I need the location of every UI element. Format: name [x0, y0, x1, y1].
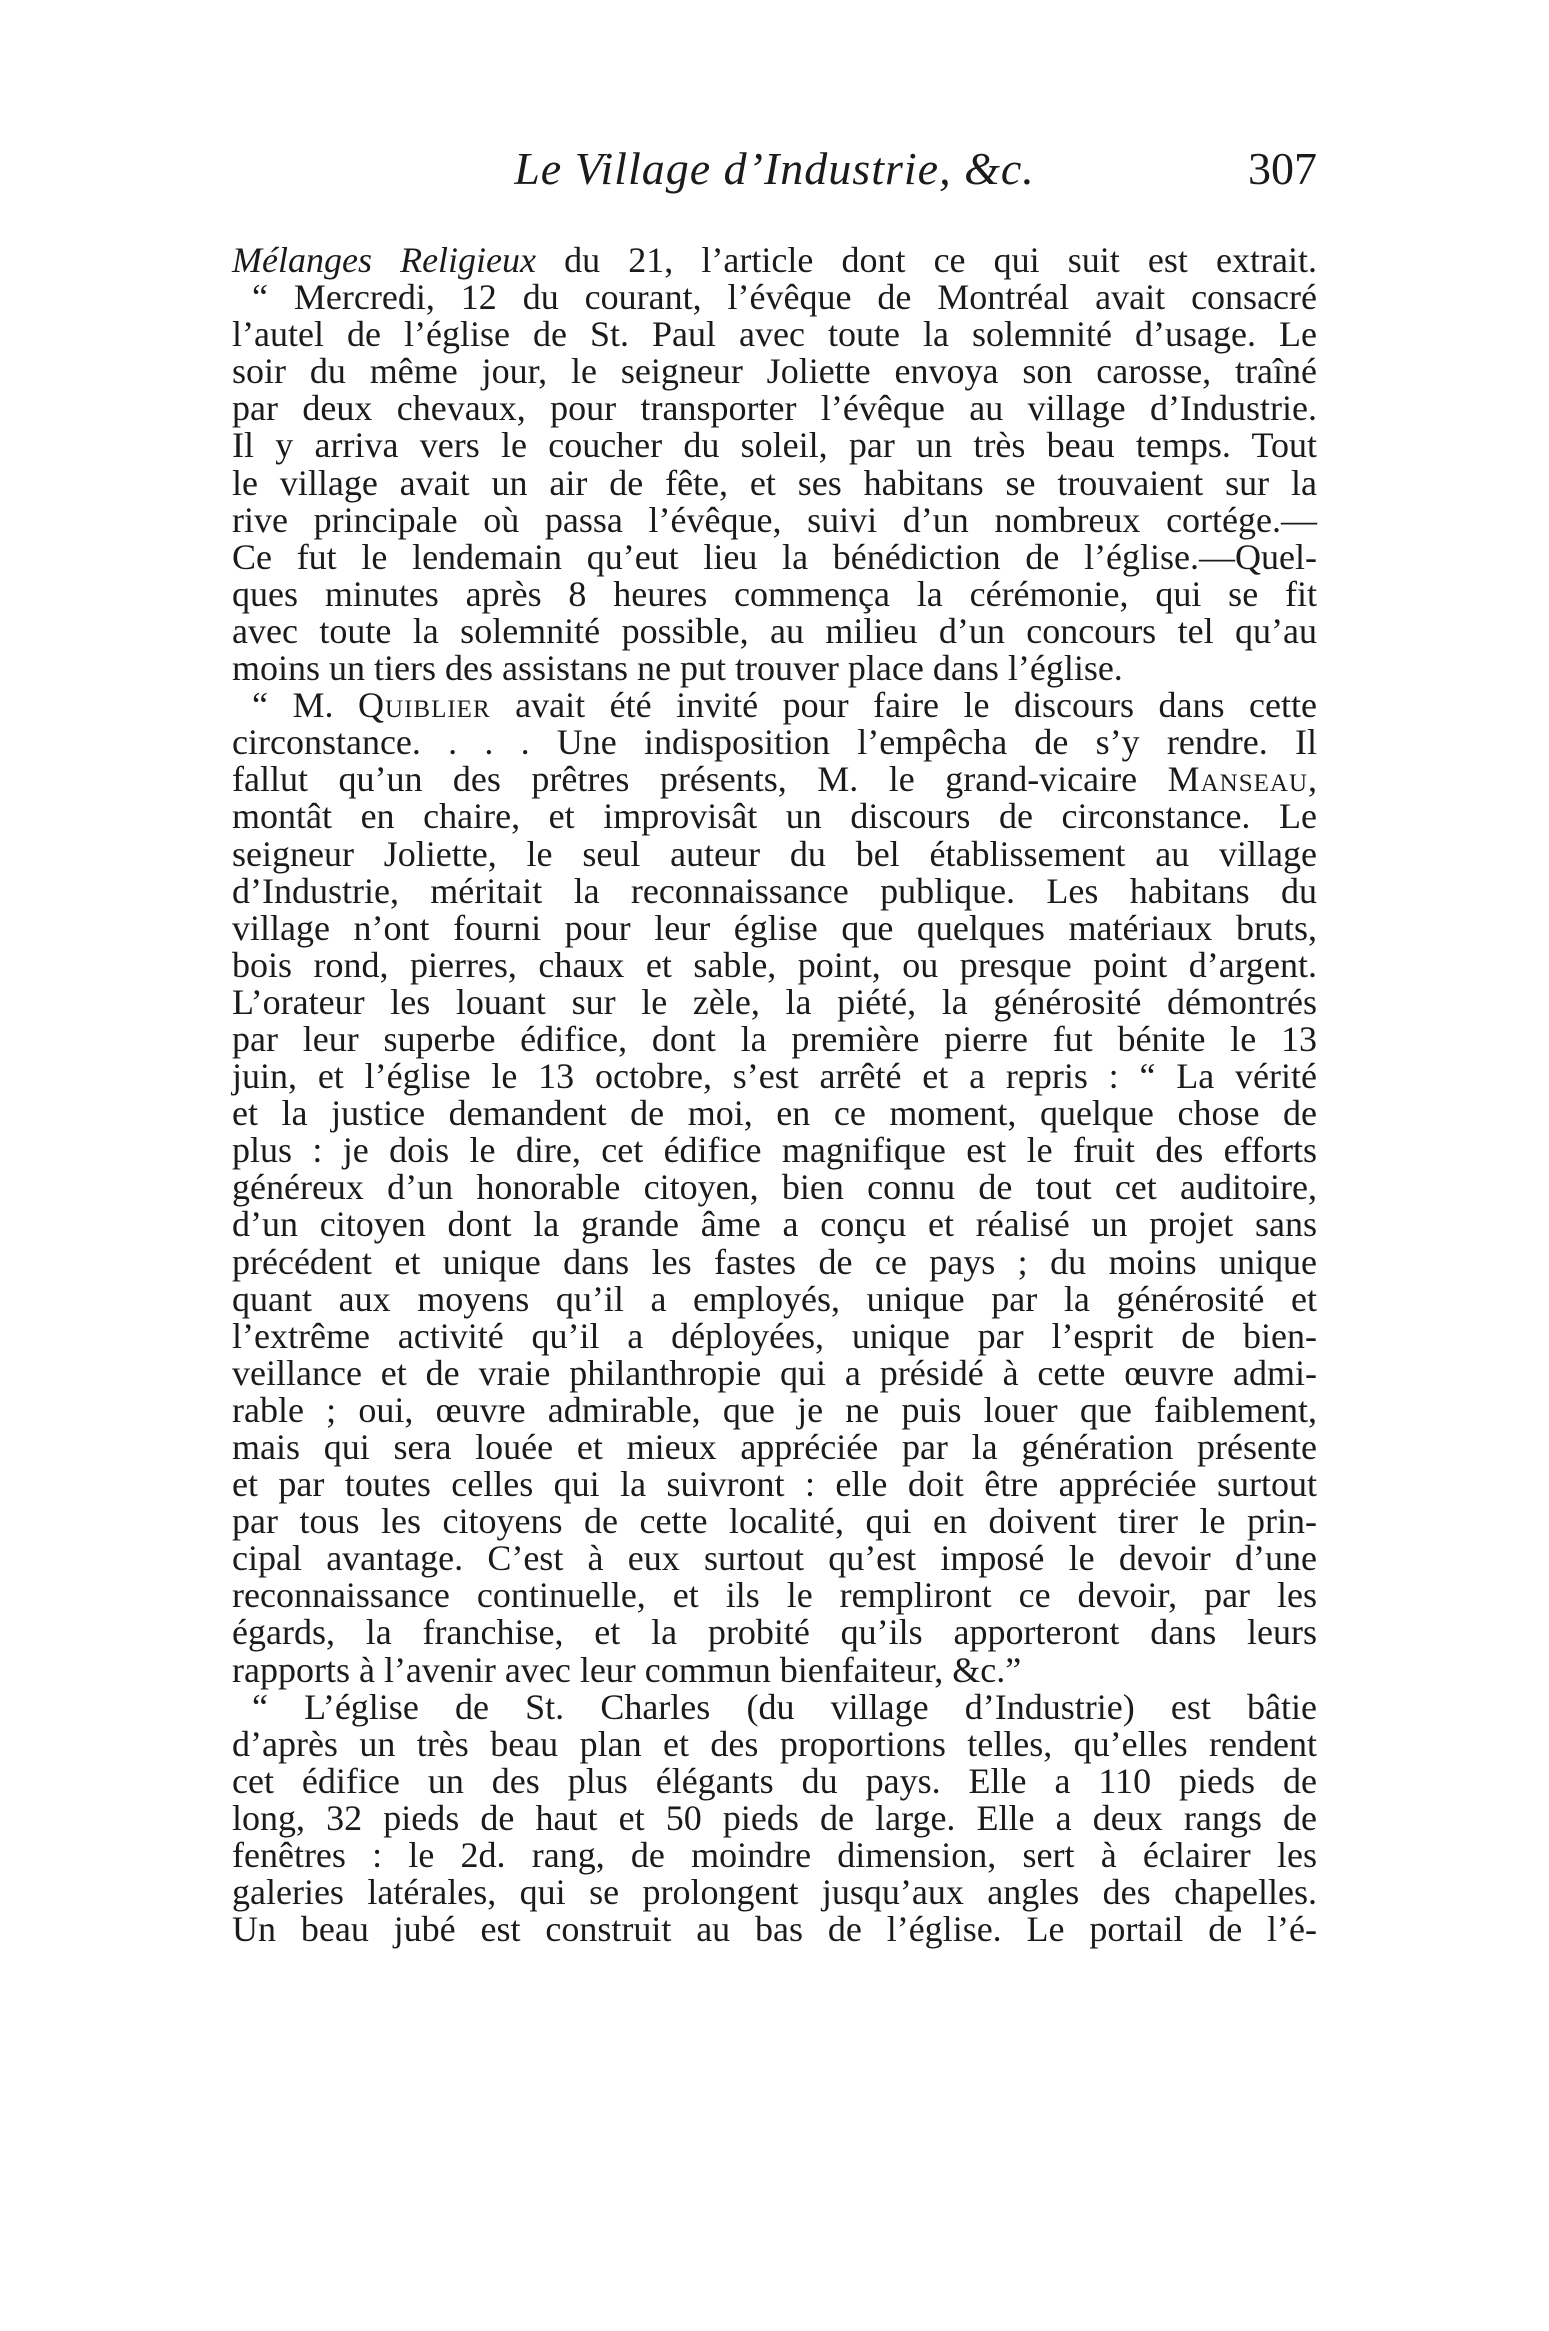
text-run: du 21, l’article dont ce qui suit est extrait.	[536, 240, 1317, 280]
text-line	[232, 242, 1317, 279]
text-line	[232, 462, 1317, 503]
text-line	[232, 687, 1317, 724]
text-run: l’autel de l’église de St. Paul avec toute la solemnité d’usage. Le	[232, 314, 1317, 355]
text-line	[232, 1058, 1317, 1095]
text-run: par tous les citoyens de cette localité, qui en doivent tirer le prin-	[232, 1501, 1317, 1542]
text-line	[232, 944, 1317, 985]
text-line	[232, 1352, 1317, 1393]
text-run: reconnaissance continuelle, et ils le rempliront ce devoir, par les	[232, 1575, 1317, 1616]
text-line	[232, 1389, 1317, 1430]
text-run: “ L’église de St. Charles (du village d’Industrie) est bâtie	[252, 1686, 1317, 1727]
text-line	[232, 724, 1317, 761]
text-line	[232, 573, 1317, 614]
text-line	[232, 981, 1317, 1022]
text-run: ,	[1308, 759, 1317, 800]
text-run: village n’ont fourni pour leur église que quelques matériaux bruts,	[232, 907, 1317, 948]
text-line	[232, 390, 1317, 427]
text-run: bois rond, pierres, chaux et sable, point, ou presque point d’argent.	[232, 944, 1317, 985]
text-line	[232, 536, 1317, 577]
italic-title: Mélanges Religieux	[232, 240, 537, 280]
running-head	[232, 142, 1317, 212]
text-line	[232, 1503, 1317, 1540]
text-run: d’Industrie, méritait la reconnaissance publique. Les habitans du	[232, 870, 1317, 911]
text-run: et la justice demandent de moi, en ce moment, quelque chose de	[232, 1093, 1317, 1134]
text-line	[232, 1686, 1317, 1727]
text-run: Il y arriva vers le coucher du soleil, par un très beau temps. Tout	[232, 425, 1317, 466]
text-run: rable ; oui, œuvre admirable, que je ne puis louer que faiblement,	[232, 1389, 1317, 1430]
body-text	[232, 242, 1317, 1948]
text-line	[232, 427, 1317, 464]
text-run: d’un citoyen dont la grande âme a conçu et réalisé un projet sans	[232, 1204, 1317, 1245]
text-line	[232, 1614, 1317, 1651]
text-line	[232, 1797, 1317, 1838]
text-run: Un beau jubé est construit au bas de l’église. Le portail de l’é-	[232, 1909, 1317, 1950]
text-run: Ce fut le lendemain qu’eut lieu la bénédiction de l’église.—Quel-	[232, 536, 1317, 577]
text-run: montât en chaire, et improvisât un discours de circonstance. Le	[232, 796, 1317, 837]
text-line	[232, 1540, 1317, 1577]
text-line	[232, 907, 1317, 948]
running-title: Le Village d’Industrie, &c.	[514, 143, 1035, 194]
text-run: circonstance. . . . Une indisposition l’empêcha de s’y rendre. Il	[232, 722, 1317, 763]
text-line	[232, 316, 1317, 353]
text-run: quant aux moyens qu’il a employés, unique par la générosité et	[232, 1278, 1317, 1319]
text-line	[232, 1723, 1317, 1764]
page-number: 307	[1248, 143, 1317, 194]
text-run: ques minutes après 8 heures commença la cérémonie, qui se fit	[232, 573, 1317, 614]
text-line	[232, 353, 1317, 390]
text-run: galeries latérales, qui se prolongent jusqu’aux angles des chapelles.	[232, 1872, 1317, 1913]
text-run: seigneur Joliette, le seul auteur du bel établissement au village	[232, 833, 1317, 874]
text-run: égards, la franchise, et la probité qu’ils apporteront dans leurs	[232, 1612, 1317, 1653]
small-caps-name: Manseau	[1167, 759, 1308, 800]
text-run: juin, et l’église le 13 octobre, s’est arrêté et a repris : “ La vérité	[232, 1056, 1317, 1097]
text-run: long, 32 pieds de haut et 50 pieds de large. Elle a deux rangs de	[232, 1797, 1317, 1838]
text-run: rapports à l’avenir avec leur commun bienfaiteur, &c.”	[232, 1649, 1022, 1690]
text-run: l’extrême activité qu’il a déployées, unique par l’esprit de bien-	[232, 1315, 1317, 1356]
text-line	[232, 279, 1317, 316]
text-run: veillance et de vraie philanthropie qui a présidé à cette œuvre admi-	[232, 1352, 1317, 1393]
text-line	[232, 761, 1317, 798]
text-run: plus : je dois le dire, cet édifice magnifique est le fruit des efforts	[232, 1130, 1317, 1171]
text-run: “ Mercredi, 12 du courant, l’évêque de Montréal avait consacré	[252, 277, 1317, 318]
text-run: mais qui sera louée et mieux appréciée par la génération présente	[232, 1427, 1317, 1467]
text-line	[232, 1911, 1317, 1948]
text-line	[232, 1278, 1317, 1319]
text-run: par deux chevaux, pour transporter l’évêque au village d’Industrie.	[232, 388, 1317, 429]
text-line	[232, 650, 1317, 687]
text-run: fenêtres : le 2d. rang, de moindre dimension, sert à éclairer les	[232, 1835, 1317, 1876]
text-line	[232, 798, 1317, 835]
text-line	[232, 1169, 1317, 1206]
text-run: généreux d’un honorable citoyen, bien connu de tout cet auditoire,	[232, 1167, 1317, 1208]
text-run: précédent et unique dans les fastes de ce pays ; du moins unique	[232, 1241, 1317, 1282]
text-run: soir du même jour, le seigneur Joliette envoya son carosse, traîné	[232, 351, 1317, 392]
text-line	[232, 833, 1317, 874]
text-run: moins un tiers des assistans ne put trouver place dans l’église.	[232, 648, 1123, 689]
text-run: cet édifice un des plus élégants du pays. Elle a 110 pieds de	[232, 1760, 1317, 1801]
text-run: cipal avantage. C’est à eux surtout qu’est imposé le devoir d’une	[232, 1538, 1317, 1579]
text-line	[232, 1018, 1317, 1059]
text-line	[232, 1241, 1317, 1282]
text-line	[232, 499, 1317, 540]
text-run: “ M.	[252, 685, 359, 726]
text-run: avec toute la solemnité possible, au milieu d’un concours tel qu’au	[232, 610, 1317, 651]
text-line	[232, 1132, 1317, 1169]
text-line	[232, 1466, 1317, 1503]
text-line	[232, 1095, 1317, 1132]
small-caps-name: Quiblier	[358, 685, 491, 726]
text-run: par leur superbe édifice, dont la première pierre fut bénite le 13	[232, 1018, 1317, 1059]
text-run: rive principale où passa l’évêque, suivi d’un nombreux cortége.—	[232, 499, 1317, 540]
text-line	[232, 1837, 1317, 1874]
text-line	[232, 1649, 1317, 1690]
text-line	[232, 1315, 1317, 1356]
text-line	[232, 610, 1317, 651]
text-line	[232, 1429, 1317, 1466]
text-run: avait été invité pour faire le discours dans cette	[490, 685, 1317, 726]
text-run: d’après un très beau plan et des proportions telles, qu’elles rendent	[232, 1723, 1317, 1764]
text-line	[232, 1206, 1317, 1243]
text-run: le village avait un air de fête, et ses habitans se trouvaient sur la	[232, 462, 1317, 503]
text-line	[232, 1577, 1317, 1614]
text-run: fallut qu’un des prêtres présents, M. le grand-vicaire	[232, 759, 1168, 800]
text-line	[232, 1874, 1317, 1911]
text-run: et par toutes celles qui la suivront : elle doit être appréciée surtout	[232, 1464, 1317, 1505]
text-line	[232, 870, 1317, 911]
text-run: L’orateur les louant sur le zèle, la piété, la générosité démontrés	[232, 981, 1317, 1022]
text-line	[232, 1760, 1317, 1801]
